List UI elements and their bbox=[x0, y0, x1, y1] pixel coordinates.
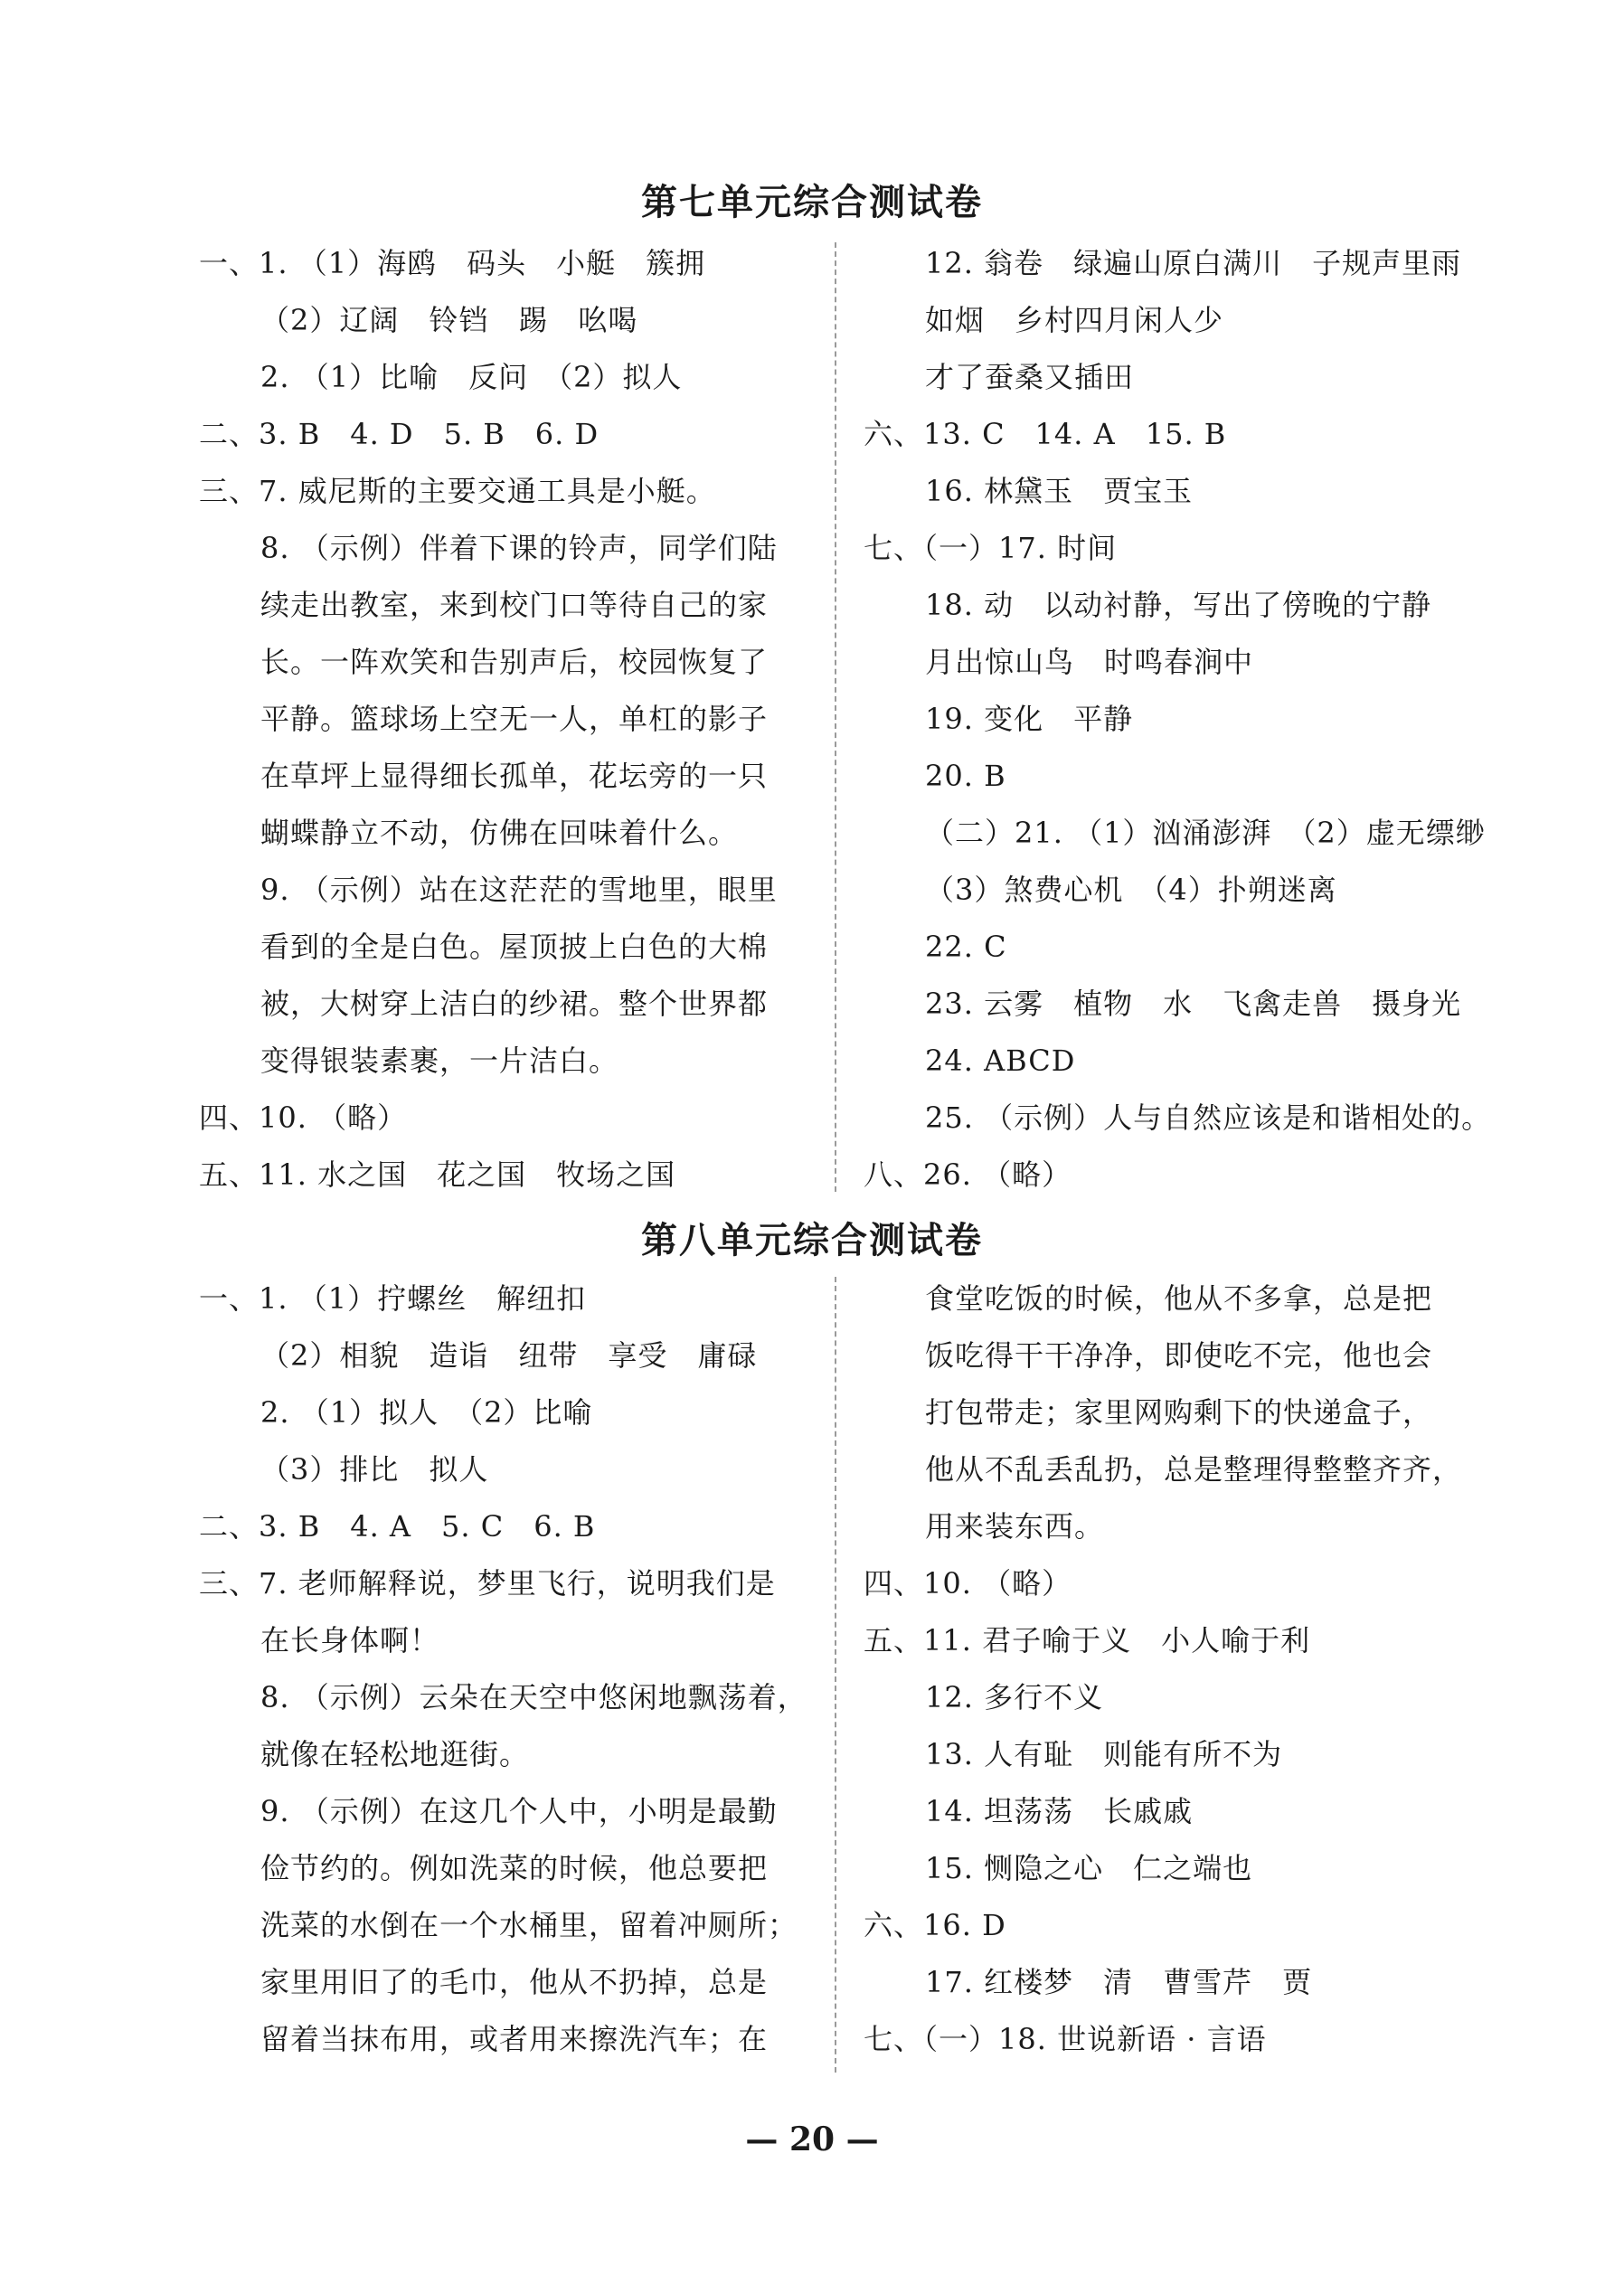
answer-line: 饭吃得干干净净，即使吃不完，他也会 bbox=[925, 1338, 1433, 1373]
answer-line: 四、10. （略） bbox=[864, 1566, 1072, 1601]
answer-line: 用来装东西。 bbox=[925, 1509, 1105, 1544]
answer-line: 他从不乱丢乱扔，总是整理得整整齐齐， bbox=[925, 1452, 1463, 1487]
answer-line: 18. 动 以动衬静，写出了傍晚的宁静 bbox=[925, 588, 1432, 622]
answer-line: 六、13. C 14. A 15. B bbox=[864, 417, 1227, 451]
answer-line: 13. 人有耻 则能有所不为 bbox=[925, 1737, 1283, 1771]
answer-line: 16. 林黛玉 贾宝玉 bbox=[925, 474, 1194, 508]
answer-line: （2）相貌 造诣 纽带 享受 庸碌 bbox=[260, 1338, 758, 1373]
page-number: — 20 — bbox=[745, 2120, 879, 2158]
answer-line: 一、1. （1）拧螺丝 解纽扣 bbox=[199, 1281, 587, 1316]
answer-line: 平静。篮球场上空无一人，单杠的影子 bbox=[260, 702, 769, 736]
answer-line: 12. 多行不义 bbox=[925, 1680, 1104, 1714]
answer-line: 2. （1）比喻 反问 （2）拟人 bbox=[260, 360, 683, 394]
unit8-right-column bbox=[864, 1270, 1551, 2068]
answer-line: 二、3. B 4. D 5. B 6. D bbox=[199, 417, 600, 451]
unit7-column-divider bbox=[835, 242, 836, 1192]
answer-line: 家里用旧了的毛巾，他从不扔掉，总是 bbox=[260, 1965, 769, 1999]
answer-line: 三、7. 威尼斯的主要交通工具是小艇。 bbox=[199, 474, 716, 508]
answer-line: 12. 翁卷 绿遍山原白满川 子规声里雨 bbox=[925, 246, 1462, 280]
answer-line: 月出惊山鸟 时鸣春涧中 bbox=[925, 645, 1254, 679]
answer-line: 20. B bbox=[925, 759, 1006, 793]
answer-line: 五、11. 君子喻于义 小人喻于利 bbox=[864, 1623, 1311, 1657]
unit7-left-column bbox=[199, 235, 886, 1204]
answer-line: 四、10. （略） bbox=[199, 1100, 408, 1135]
unit8-left-column bbox=[199, 1270, 886, 2068]
answer-line: 长。一阵欢笑和告别声后，校园恢复了 bbox=[260, 645, 769, 679]
answer-line: 8. （示例）云朵在天空中悠闲地飘荡着， bbox=[260, 1680, 807, 1714]
answer-line: 五、11. 水之国 花之国 牧场之国 bbox=[199, 1157, 676, 1192]
answer-line: 22. C bbox=[925, 930, 1007, 964]
answer-line: 食堂吃饭的时候，他从不多拿，总是把 bbox=[925, 1281, 1433, 1316]
answer-line: 在长身体啊！ bbox=[260, 1623, 440, 1657]
answer-line: 如烟 乡村四月闲人少 bbox=[925, 303, 1224, 337]
answer-line: 二、3. B 4. A 5. C 6. B bbox=[199, 1509, 596, 1544]
answer-line: 六、16. D bbox=[864, 1908, 1006, 1942]
answer-line: 9. （示例）在这几个人中，小明是最勤 bbox=[260, 1794, 778, 1828]
answer-line: 24. ABCD bbox=[925, 1044, 1076, 1078]
answer-line: 被，大树穿上洁白的纱裙。整个世界都 bbox=[260, 987, 769, 1021]
unit7-title: 第七单元综合测试卷 bbox=[641, 181, 983, 223]
answer-line: 蝴蝶静立不动，仿佛在回味着什么。 bbox=[260, 816, 739, 850]
answer-line: 变得银装素裹，一片洁白。 bbox=[260, 1044, 619, 1078]
answer-line: 就像在轻松地逛街。 bbox=[260, 1737, 530, 1771]
answer-line: （3）排比 拟人 bbox=[260, 1452, 489, 1487]
answer-line: 看到的全是白色。屋顶披上白色的大棉 bbox=[260, 930, 769, 964]
answer-line: （2）辽阔 铃铛 踢 吆喝 bbox=[260, 303, 638, 337]
answer-line: 俭节约的。例如洗菜的时候，他总要把 bbox=[260, 1851, 769, 1885]
answer-line: 25. （示例）人与自然应该是和谐相处的。 bbox=[925, 1100, 1492, 1135]
answer-line: 三、7. 老师解释说，梦里飞行，说明我们是 bbox=[199, 1566, 776, 1601]
answer-line: 续走出教室，来到校门口等待自己的家 bbox=[260, 588, 769, 622]
answer-line: 17. 红楼梦 清 曹雪芹 贾 bbox=[925, 1965, 1313, 1999]
answer-line: 七、（一）18. 世说新语 · 言语 bbox=[864, 2022, 1267, 2056]
answer-line: （3）煞费心机 （4）扑朔迷离 bbox=[925, 873, 1337, 907]
answer-line: 23. 云雾 植物 水 飞禽走兽 摄身光 bbox=[925, 987, 1462, 1021]
answer-line: 打包带走；家里网购剩下的快递盒子， bbox=[925, 1395, 1433, 1430]
answer-line: 八、26. （略） bbox=[864, 1157, 1072, 1192]
answer-line: 8. （示例）伴着下课的铃声，同学们陆 bbox=[260, 531, 778, 565]
unit8-column-divider bbox=[835, 1277, 836, 2073]
unit7-right-column bbox=[864, 235, 1551, 1204]
answer-line: 19. 变化 平静 bbox=[925, 702, 1134, 736]
answer-line: 七、（一）17. 时间 bbox=[864, 531, 1118, 565]
answer-line: 14. 坦荡荡 长戚戚 bbox=[925, 1794, 1194, 1828]
answer-line: 才了蚕桑又插田 bbox=[925, 360, 1135, 394]
answer-line: 9. （示例）站在这茫茫的雪地里，眼里 bbox=[260, 873, 778, 907]
answer-line: （二）21. （1）汹涌澎湃 （2）虚无缥缈 bbox=[925, 816, 1486, 850]
answer-line: 在草坪上显得细长孤单，花坛旁的一只 bbox=[260, 759, 769, 793]
answer-line: 洗菜的水倒在一个水桶里，留着冲厕所； bbox=[260, 1908, 798, 1942]
answer-line: 留着当抹布用，或者用来擦洗汽车；在 bbox=[260, 2022, 769, 2056]
unit8-title: 第八单元综合测试卷 bbox=[641, 1219, 983, 1261]
answer-line: 2. （1）拟人 （2）比喻 bbox=[260, 1395, 593, 1430]
answer-line: 15. 恻隐之心 仁之端也 bbox=[925, 1851, 1253, 1885]
answer-line: 一、1. （1）海鸥 码头 小艇 簇拥 bbox=[199, 246, 706, 280]
